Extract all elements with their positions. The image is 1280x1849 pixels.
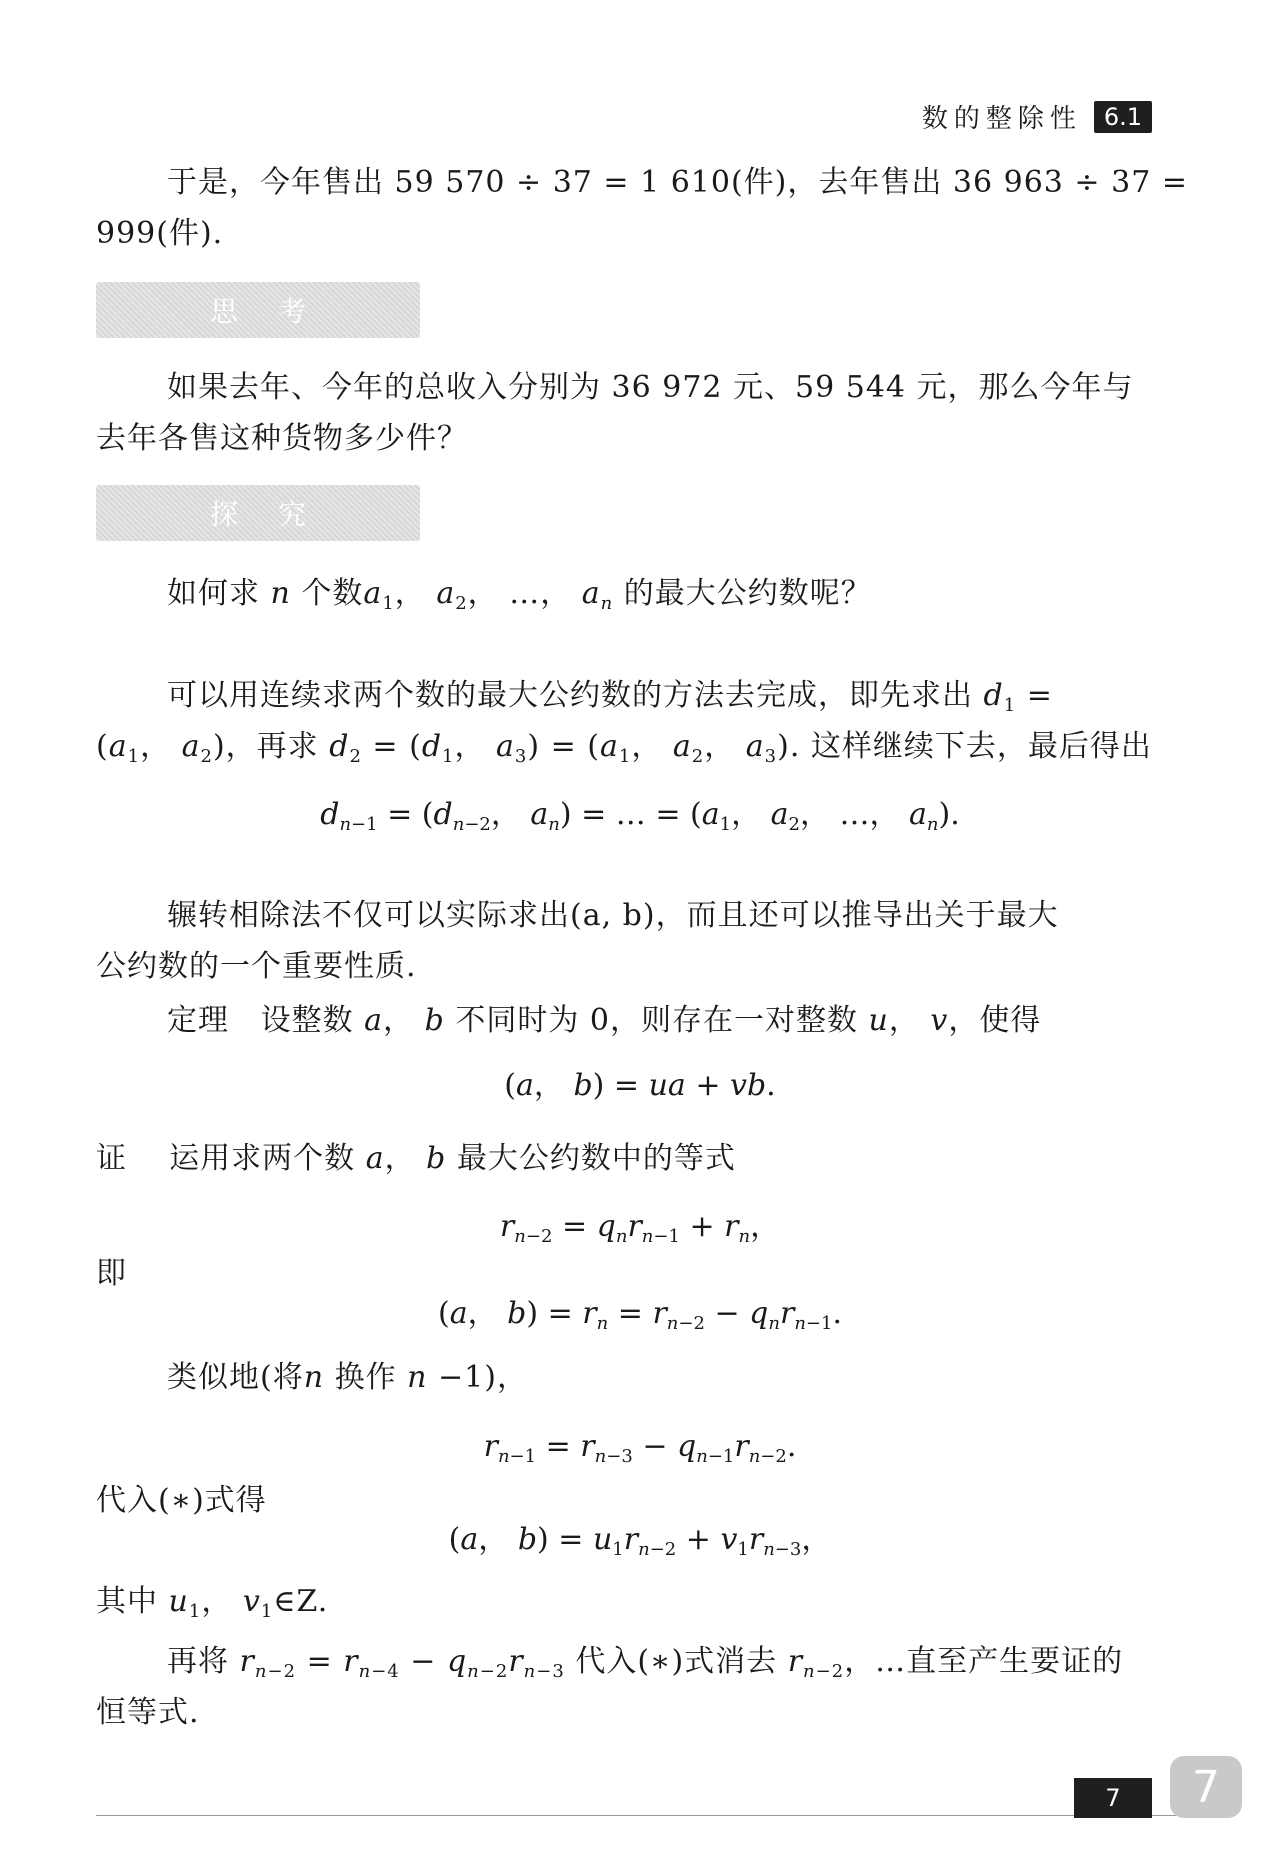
running-head: [922, 98, 1152, 135]
text-span: 类似地(将: [167, 1360, 304, 1395]
text-line: 恒等式.: [96, 1695, 200, 1730]
text-line: 定理 设整数 a， b 不同时为 0，则存在一对整数 u， v，使得: [167, 1003, 1042, 1038]
text-line: 公约数的一个重要性质.: [96, 949, 417, 984]
formula-ab-rn: (a， $b) = r_n = r_{n-2} - q_nr_{n-1}$.: [438, 1296, 842, 1334]
footer-rule: [96, 1815, 1176, 1816]
formula-u1v1: (a， $b) = u_1r_{n-2} + v_1r_{n-3}$，: [448, 1522, 832, 1560]
text-line: 999(件).: [96, 216, 224, 251]
text-line: ($a_1$， $a_2$)，再求 $d_2 = (d_1$， $a_3) = (a_1$， $a_2$， $a_3$). 这样继续下去，最后得出: [96, 729, 1152, 767]
formula-dn: $d_{n-1} = (d_{n-2}$， $a_n$) = … = ($a_1$， $a_2$， …， $a_n$).: [320, 797, 960, 835]
text-span: 设整数: [260, 1003, 354, 1038]
text-span: ∈Z.: [273, 1584, 329, 1619]
text-span: 不同时为 0，则存在一对整数: [455, 1003, 858, 1038]
page-number: 7: [1074, 1778, 1152, 1818]
text-line: 可以用连续求两个数的最大公约数的方法去完成，即先求出 $d_1$ =: [167, 678, 1053, 716]
formula-remainder: $r_{n-2} = q_nr_{n-1} + r_n$，: [499, 1209, 781, 1247]
section-box-label: 探究: [209, 498, 346, 531]
text-span: 个数: [301, 576, 364, 611]
text-span: 再将: [167, 1644, 229, 1679]
text-line: 代入(∗)式得: [96, 1483, 267, 1518]
theorem-label: 定理: [167, 1003, 229, 1038]
text-span: 换作: [334, 1360, 397, 1395]
proof-label: 证: [96, 1141, 127, 1176]
text-span: 代入(∗)式消去: [575, 1644, 778, 1679]
text-span: 可以用连续求两个数的最大公约数的方法去完成，即先求出: [167, 678, 973, 713]
text-span: 的最大公约数呢？: [623, 576, 872, 611]
text-span: 如何求: [167, 576, 260, 611]
text-line: 如何求 n 个数$a_1$， $a_2$， …， $a_n$ 的最大公约数呢？: [167, 576, 872, 614]
chapter-title: 数的整除性: [921, 104, 1082, 134]
text-span: ，…直至产生要证的: [844, 1644, 1124, 1679]
section-box-think: [96, 282, 420, 338]
text-span: 最大公约数中的等式: [456, 1141, 736, 1176]
text-line: 其中 $u_1$， $v_1\in Z$.: [96, 1584, 329, 1622]
text-line: 辗转相除法不仅可以实际求出(a, b)，而且还可以推导出关于最大: [167, 898, 1059, 933]
section-number: 6.1: [1094, 101, 1152, 133]
page-badge: 7: [1170, 1756, 1242, 1818]
text-span: 运用求两个数: [169, 1141, 356, 1176]
text-line: 于是，今年售出 59 570 ÷ 37 = 1 610(件)，去年售出 36 963 ÷ 37 =: [167, 165, 1188, 200]
text-line: 如果去年、今年的总收入分别为 36 972 元、59 544 元，那么今年与: [167, 370, 1134, 405]
text-span: . 这样继续下去，最后得出: [789, 729, 1152, 764]
formula-bezout: (a， b) = ua + vb.: [504, 1068, 776, 1103]
text-span: 其中: [96, 1584, 158, 1619]
text-line: 再将 $r_{n-2} = r_{n-4} - q_{n-2}r_{n-3}$ 代入(∗)式消去 $r_{n-2}$，…直至产生要证的: [167, 1644, 1124, 1682]
text-line: 去年各售这种货物多少件？: [96, 421, 468, 456]
text-line: 证 运用求两个数 a， b 最大公约数中的等式: [96, 1141, 736, 1176]
text-line: 类似地(将n 换作 n −1)，: [167, 1360, 528, 1395]
text-span: ，再求: [225, 729, 319, 764]
text-line: 即: [96, 1256, 127, 1291]
text-span: ，使得: [948, 1003, 1042, 1038]
text-span: −1)，: [438, 1360, 528, 1395]
section-box-label: 思考: [209, 295, 346, 328]
section-box-explore: [96, 485, 420, 541]
formula-rn1: $r_{n-1} = r_{n-3} - q_{n-1}r_{n-2}$.: [483, 1429, 797, 1467]
